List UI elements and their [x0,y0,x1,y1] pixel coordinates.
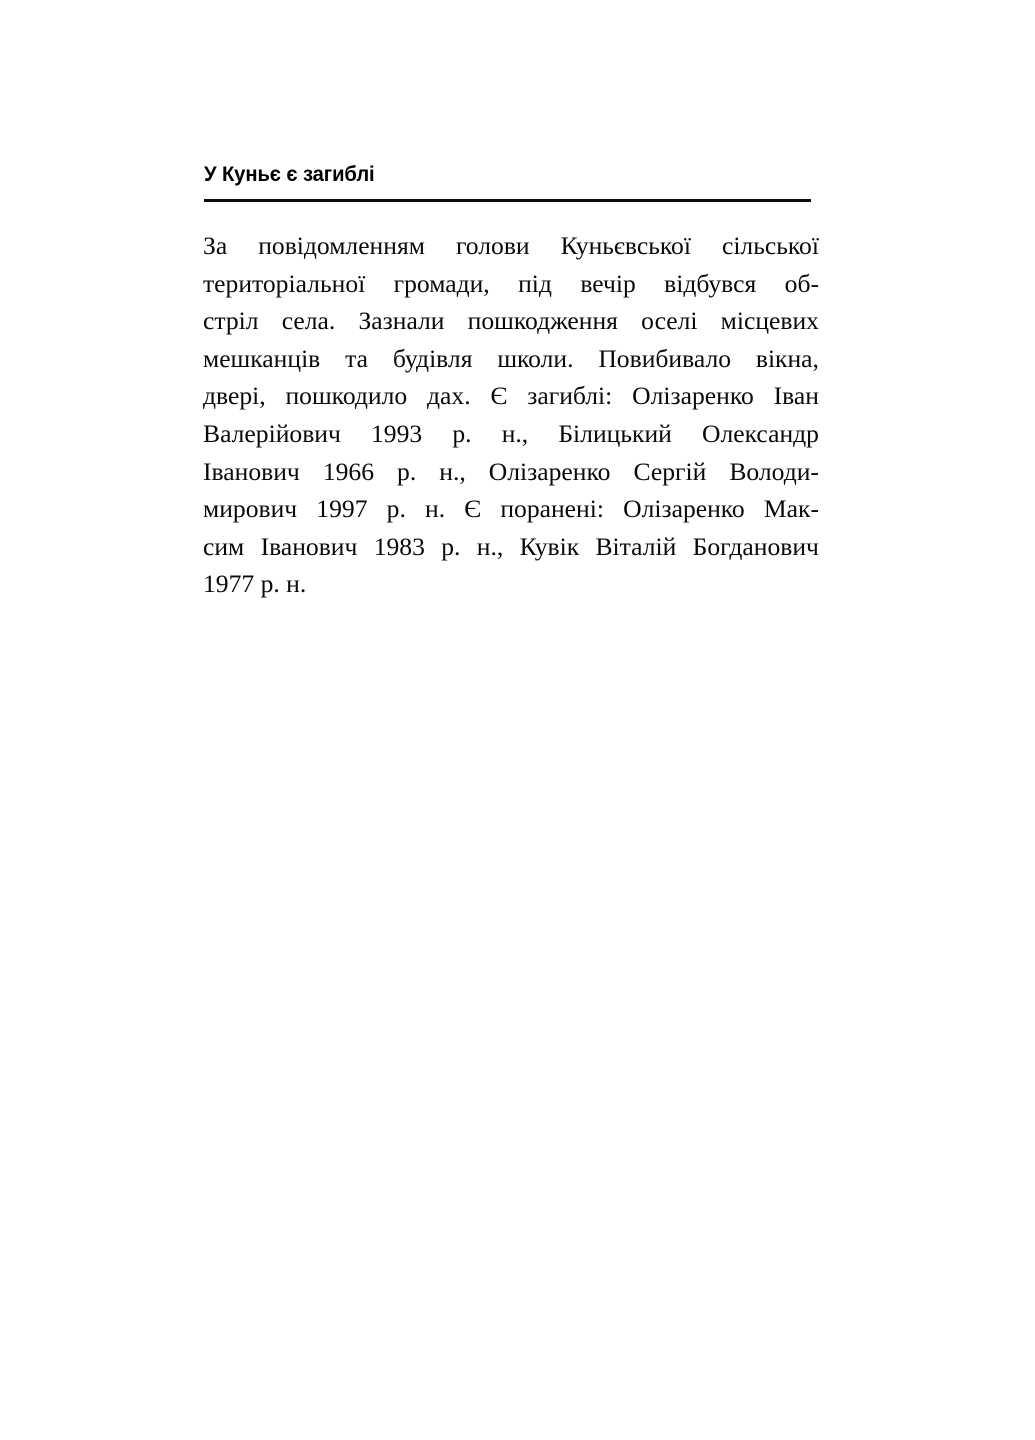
body-word: мирович [203,494,298,524]
page-title: У Куньє є загиблі [203,162,375,186]
body-word: вечір [580,268,636,298]
body-word: громади, [393,268,490,298]
body-word: н. [425,494,446,524]
body-word: р. [441,531,461,561]
body-line [203,377,819,415]
body-word: 1966 [322,456,374,486]
body-line [203,528,819,566]
body-word: Кувік [519,531,580,561]
body-word: територіальної [203,268,366,298]
body-word: Куньєвської [560,231,691,260]
body-word: Зазнали [358,306,445,336]
body-word: та [345,343,368,373]
body-word: Іван [773,381,819,411]
body-line [203,490,819,528]
article-body [203,227,819,603]
title-divider [204,199,811,202]
article [203,160,819,603]
body-word: За [203,231,228,260]
body-word: мешканців [203,343,321,373]
body-word: Олізаренко [488,456,611,486]
body-word: відбувся [664,268,757,298]
body-word: Олізаренко [632,381,754,411]
body-word: Є [490,381,508,411]
body-word: 1997 [316,494,368,524]
body-word: н., [476,531,504,561]
body-word: Валерійович [203,418,341,448]
body-word: Віталій [595,531,677,561]
body-word: н., [439,456,466,486]
body-word: Сергій [633,456,707,486]
body-word: школи. [497,343,574,373]
body-word: будівля [392,343,473,373]
body-word: Мак- [763,494,819,524]
body-word: пошкодження [467,306,618,336]
body-word: стріл [203,306,259,336]
body-word: поранені: [500,494,604,524]
body-line [203,302,819,340]
body-word: Є [464,494,482,524]
body-word: загиблі: [527,381,613,411]
body-word: р. [386,494,406,524]
body-word: вікна, [755,343,819,373]
body-line [203,453,819,491]
body-word: під [518,268,552,298]
body-word: дах. [427,381,471,411]
body-word: 1983 [373,531,425,561]
body-word: голови [455,231,530,260]
body-word: Повибивало [598,343,732,373]
body-word: р. [397,456,417,486]
body-word: Богданович [692,531,819,561]
body-word: 1993 [371,418,423,448]
body-word: об- [784,268,819,298]
body-line [203,340,819,378]
body-word: Олександр [702,418,819,448]
body-word: оселі [641,306,698,336]
body-word: села. [281,306,336,336]
body-word: Іванович [260,531,358,561]
body-line [203,227,819,265]
body-word: р. [452,418,472,448]
body-word: Іванович [203,456,300,486]
body-line: 1977 р. н. [203,569,307,599]
body-word: повідомленням [258,231,425,260]
body-line [203,415,819,453]
body-word: н., [501,418,529,448]
body-word: Володи- [729,456,819,486]
body-word: Білицький [558,418,672,448]
body-word: сільської [721,231,819,260]
body-word: двері, [203,381,266,411]
body-word: сим [203,531,245,561]
body-word: пошкодило [285,381,408,411]
body-word: Олізаренко [623,494,745,524]
body-line [203,265,819,303]
body-word: місцевих [720,306,819,336]
